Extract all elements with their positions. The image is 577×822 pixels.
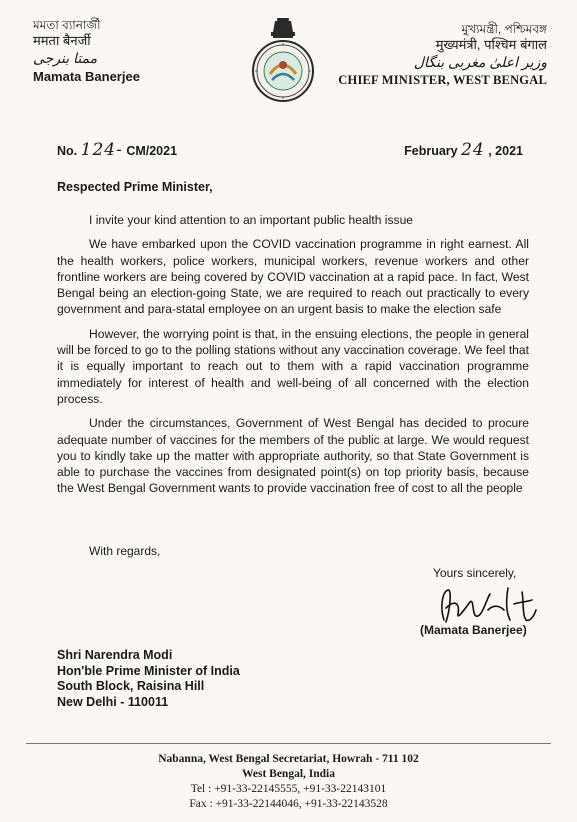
addressee-city: New Delhi - 110011 [57, 694, 169, 709]
name-bengali: মমতা ব্যানার্জী [33, 18, 101, 32]
name-english: Mamata Banerjee [33, 69, 140, 84]
name-urdu: ممتا بنرجی [33, 50, 98, 66]
closing-sincerely: Yours sincerely, [433, 566, 517, 580]
name-hindi: ममता बैनर्जी [33, 33, 91, 48]
reference-number [57, 140, 177, 160]
body-paragraph: Under the circumstances, Government of West Bengal has decided to procure adequate number of vaccines for the members of the public at large. We would request you to kindly take up the matter with appropriate authority, so that State Government is able to purchase the vaccines from designated point(s) on top priority basis, because the West Bengal Government wants to provide vaccination free of cost to all the people [57, 416, 529, 496]
letterhead-left [33, 18, 140, 84]
body-paragraph: We have embarked upon the COVID vaccination programme in right earnest. All the health workers, police workers, municipal workers, revenue workers and other frontline workers are being covered by COVID vaccination at a rapid pace. In fact, West Bengal being an election-going State, we are required to reach out practically to every government and para-statal employee on an urgent basis to make the election safe [57, 237, 529, 317]
date-handwritten-day: 24 [461, 140, 485, 160]
date-year: , 2021 [488, 144, 523, 158]
footer-divider [26, 743, 551, 744]
ref-suffix: CM/2021 [126, 144, 178, 158]
letter-date [404, 140, 523, 160]
addressee-address: South Block, Raisina Hill [57, 679, 205, 693]
signer-name: (Mamata Banerjee) [420, 623, 527, 637]
body-paragraph: I invite your kind attention to an important public health issue [89, 213, 414, 227]
handwritten-signature [430, 580, 540, 628]
footer-fax: Fax : +91-33-22144046, +91-33-22143528 [189, 798, 388, 810]
title-bengali: মুখ্যমন্ত্রী, পশ্চিমবঙ্গ [461, 22, 547, 36]
title-english: CHIEF MINISTER, WEST BENGAL [338, 73, 547, 87]
title-urdu: وزیر اعلیٰ مغربی بنگال [413, 54, 547, 70]
closing-regards: With regards, [89, 544, 161, 558]
addressee-block [57, 648, 240, 710]
date-month: February [404, 144, 458, 158]
west-bengal-emblem-icon [248, 16, 318, 104]
footer-line: West Bengal, India [242, 768, 335, 780]
body-paragraph: However, the worrying point is that, in the ensuing elections, the people in general will be forced to go to the polling stations without any vaccination coverage. We feel that it is equally important to reach out to them with a rapid vaccination programme immediately for interest of health and well-being of all concerned with the election process. [57, 326, 529, 406]
letterhead-right [338, 22, 547, 88]
footer-tel: Tel : +91-33-22145555, +91-33-22143101 [190, 783, 387, 795]
ref-label: No. [57, 144, 78, 158]
footer-line: Nabanna, West Bengal Secretariat, Howrah - 711 102 [158, 753, 419, 765]
addressee-name: Shri Narendra Modi [57, 648, 173, 662]
letter-body [57, 212, 529, 505]
salutation: Respected Prime Minister, [57, 180, 213, 194]
footer-address [0, 752, 577, 812]
addressee-title: Hon'ble Prime Minister of India [57, 663, 240, 678]
ref-handwritten-number: 124- [80, 140, 123, 160]
title-hindi: मुख्यमंत्री, पश्चिम बंगाल [435, 37, 547, 52]
